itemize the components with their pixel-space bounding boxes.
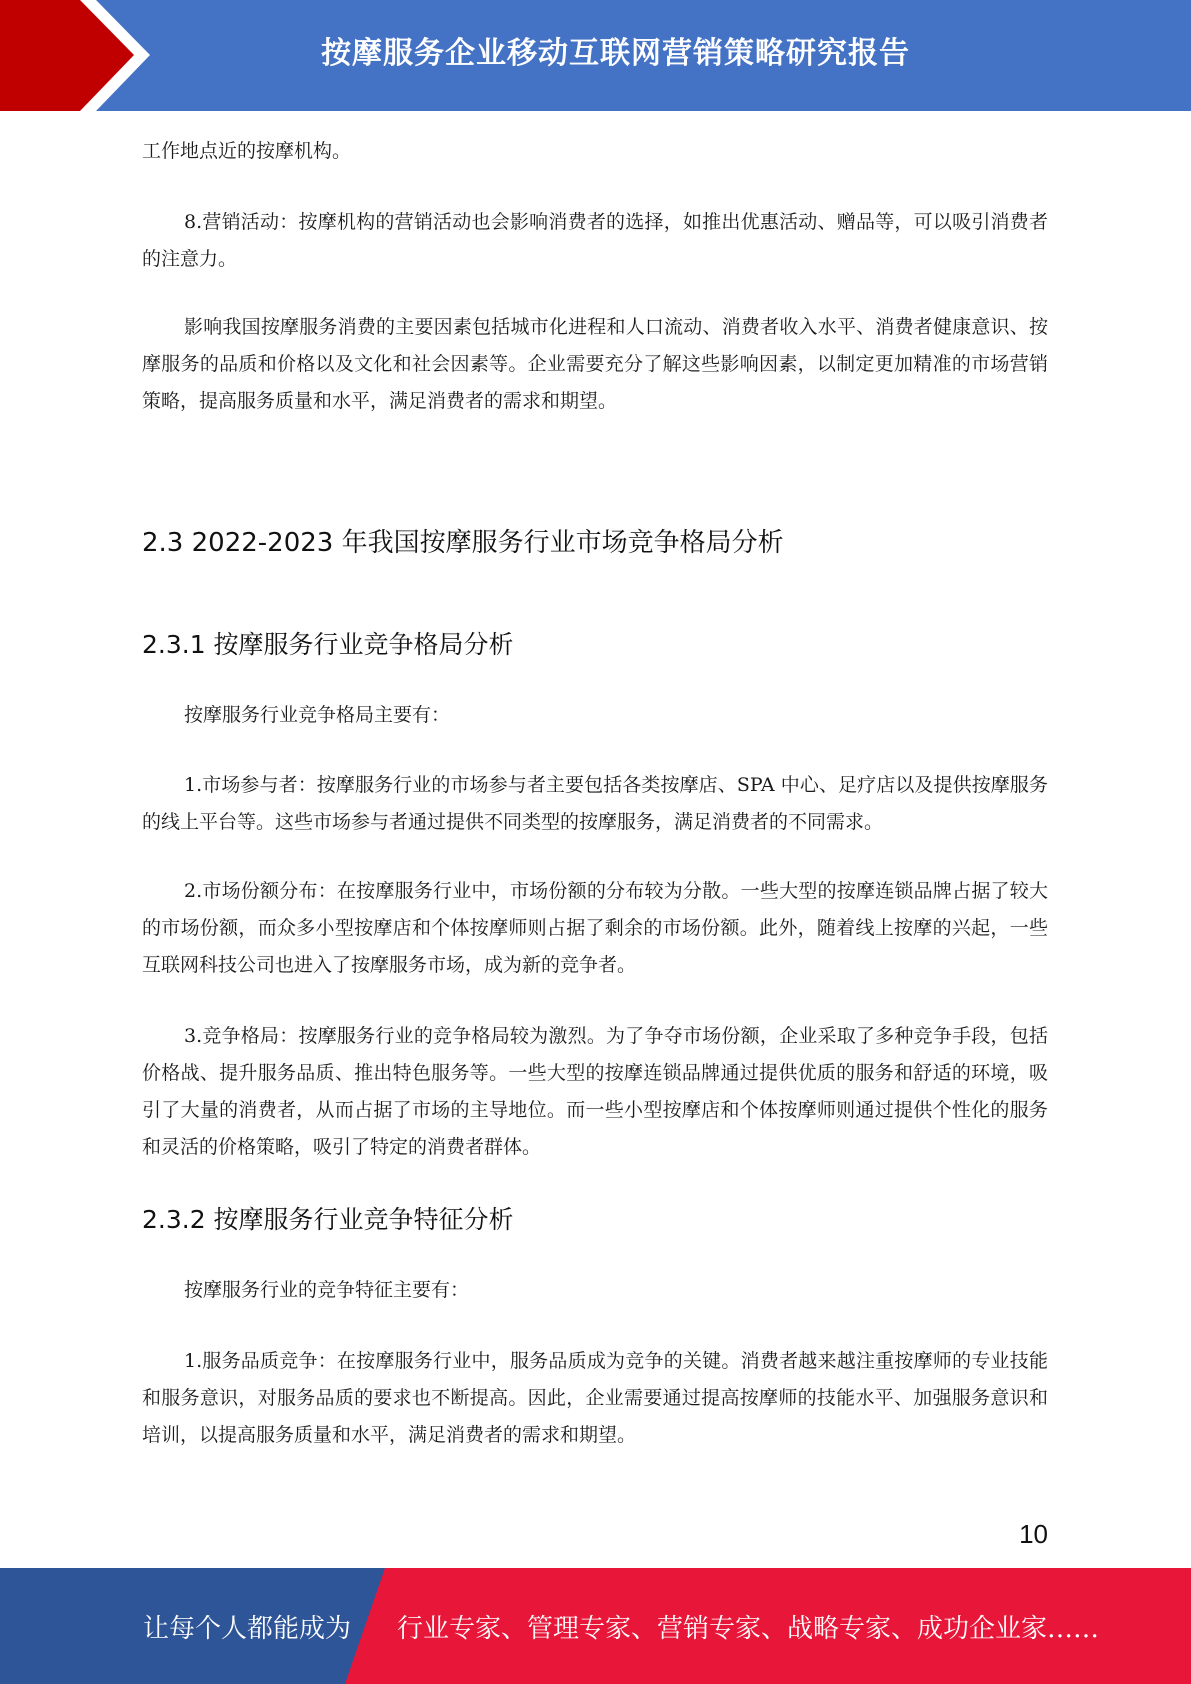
section-heading: 2.3 2022-2023 年我国按摩服务行业市场竞争格局分析 bbox=[142, 528, 784, 558]
page-footer bbox=[0, 1568, 1191, 1684]
subsection-heading: 2.3.1 按摩服务行业竞争格局分析 bbox=[142, 630, 514, 659]
paragraph: 工作地点近的按摩机构。 bbox=[142, 140, 352, 162]
paragraph: 按摩服务行业的竞争特征主要有： bbox=[184, 1279, 470, 1301]
page-header bbox=[0, 0, 1191, 111]
page-number: 10 bbox=[1019, 1519, 1048, 1549]
paragraph: 3.竞争格局：按摩服务行业的竞争格局较为激烈。为了争夺市场份额，企业采取了多种竞争手段，包括价格战、提升服务品质、推出特色服务等。一些大型的按摩连锁品牌通过提供优质的服务和舒适的环境，吸引了大量的消费者，从而占据了市场的主导地位。而一些小型按摩店和个体按摩师则通过提供个性化的服务和灵活的价格策略，吸引了特定的消费者群体。 bbox=[142, 1025, 1048, 1158]
footer-slogan-left: 让每个人都能成为 bbox=[143, 1613, 352, 1644]
report-title: 按摩服务企业移动互联网营销策略研究报告 bbox=[321, 36, 910, 71]
paragraph: 2.市场份额分布：在按摩服务行业中，市场份额的分布较为分散。一些大型的按摩连锁品牌占据了较大的市场份额，而众多小型按摩店和个体按摩师则占据了剩余的市场份额。此外，随着线上按摩的兴起，一些互联网科技公司也进入了按摩服务市场，成为新的竞争者。 bbox=[142, 880, 1048, 976]
paragraph: 按摩服务行业竞争格局主要有： bbox=[184, 704, 451, 726]
paragraph: 影响我国按摩服务消费的主要因素包括城市化进程和人口流动、消费者收入水平、消费者健康意识、按摩服务的品质和价格以及文化和社会因素等。企业需要充分了解这些影响因素，以制定更加精准的市场营销策略，提高服务质量和水平，满足消费者的需求和期望。 bbox=[142, 316, 1048, 412]
subsection-heading: 2.3.2 按摩服务行业竞争特征分析 bbox=[142, 1205, 514, 1234]
footer-slogan-right: 行业专家、管理专家、营销专家、战略专家、成功企业家…… bbox=[397, 1613, 1100, 1644]
paragraph: 8.营销活动：按摩机构的营销活动也会影响消费者的选择，如推出优惠活动、赠品等，可以吸引消费者的注意力。 bbox=[142, 211, 1048, 270]
paragraph: 1.服务品质竞争：在按摩服务行业中，服务品质成为竞争的关键。消费者越来越注重按摩师的专业技能和服务意识，对服务品质的要求也不断提高。因此，企业需要通过提高按摩师的技能水平、加强服务意识和培训，以提高服务质量和水平，满足消费者的需求和期望。 bbox=[142, 1350, 1048, 1446]
paragraph: 1.市场参与者：按摩服务行业的市场参与者主要包括各类按摩店、SPA 中心、足疗店以及提供按摩服务的线上平台等。这些市场参与者通过提供不同类型的按摩服务，满足消费者的不同需求。 bbox=[142, 774, 1048, 833]
